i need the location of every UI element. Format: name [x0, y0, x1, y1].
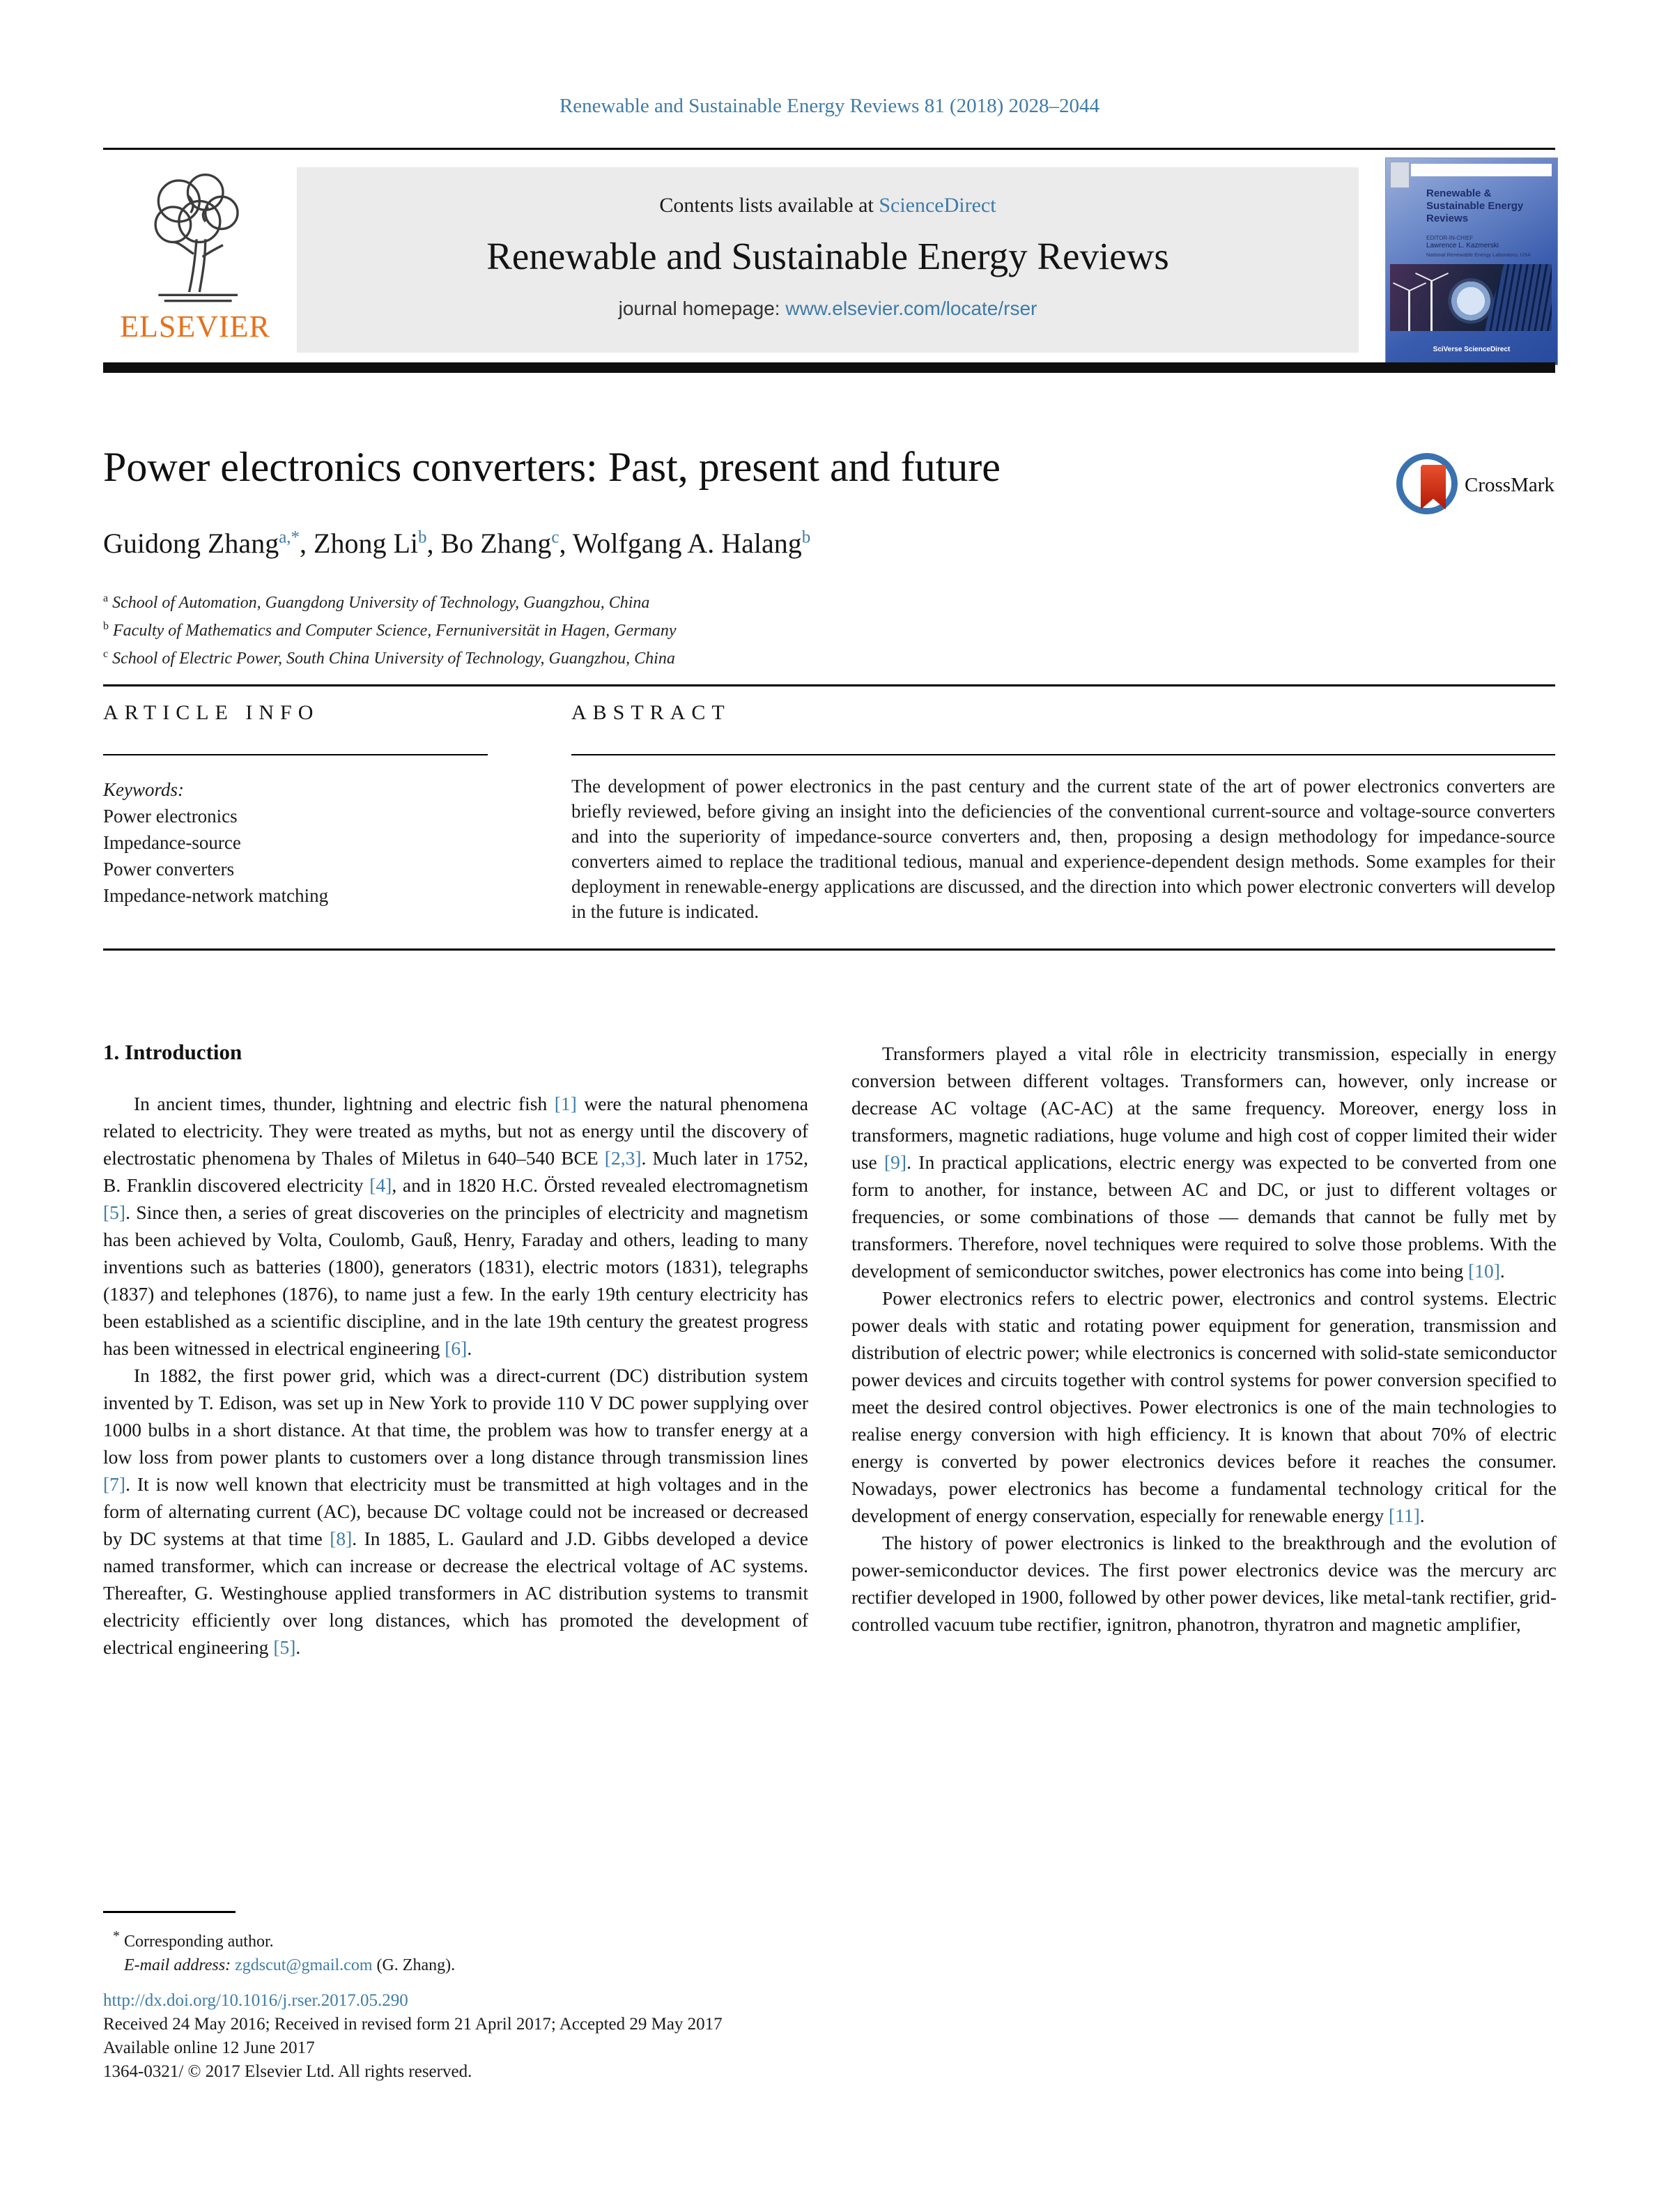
citation-ref[interactable]: [9] — [884, 1151, 907, 1173]
citation-ref[interactable]: [5] — [273, 1636, 296, 1658]
author: Bo Zhang$^c$, — [440, 528, 573, 559]
citation-ref[interactable]: [7] — [103, 1473, 126, 1495]
cover-sciverse-label: SciVerse ScienceDirect — [1433, 346, 1511, 353]
affiliation: $^b$ Faculty of Mathematics and Computer Science, Fernuniversität in Hagen, Germany — [103, 620, 677, 640]
paragraph: In ancient times, thunder, lightning and electric fish [1] were the natural phenomena related to electricity. They were treated as myths, but not as energy until the discovery of electrostatic phenomena by Thales of Miletus in 640–540 BCE [2,3]. Much later in 1752, B. Franklin discovered electricity [4], and in 1820 H.C. Örsted revealed electromagnetism [5]. Since then, a series of great discoveries on the principles of electricity and magnetism has been achieved by Volta, Coulomb, Gauß, Henry, Faraday and others, leading to many inventions such as batteries (1800), generators (1831), electric motors (1831), telegraphs (1837) and telephones (1876), to name just a few. In the early 19th century electricity has been established as a scientific discipline, and in the late 19th century the greatest progress has been witnessed in electrical engineering [6]. — [103, 1093, 808, 1359]
journal-title: Renewable and Sustainable Energy Reviews — [486, 235, 1169, 277]
citation-ref[interactable]: [8] — [330, 1528, 353, 1549]
top-divider — [103, 148, 1555, 150]
citation-ref[interactable]: [10] — [1468, 1260, 1500, 1282]
divider — [103, 948, 1555, 951]
keyword: Impedance-network matching — [103, 885, 329, 906]
citation-ref[interactable]: [2,3] — [604, 1147, 642, 1169]
abstract-text: The development of power electronics in the past century and the current state of the art of power electronics converters are briefly reviewed, before giving an insight into the deficiencies of the conventional current-source and voltage-source converters and into the superiority of impedance-source converters and, then, proposing a design methodology for impedance-source converters aimed to replace the traditional tedious, manual and experience-dependent design methods. Some examples for their deployment in renewable-energy applications are discussed, and the direction into which power electronic converters will develop in the future is indicated. — [571, 776, 1555, 922]
article-info-heading: ARTICLE INFO — [103, 701, 320, 724]
elsevier-logo[interactable] — [103, 166, 287, 353]
section-heading-introduction: 1. Introduction — [103, 1040, 242, 1064]
author: Wolfgang A. Halang$^b$ — [572, 528, 811, 559]
keywords-block — [103, 776, 328, 909]
cover-editor-name: Lawrence L. Kazmerski — [1426, 242, 1499, 249]
email-link[interactable]: zgdscut@gmail.com — [235, 1956, 373, 1974]
cover-editor-affiliation: National Renewable Energy Laboratory, USA — [1426, 252, 1531, 258]
citation-ref[interactable]: [5] — [103, 1201, 126, 1223]
keyword: Impedance-source — [103, 832, 241, 853]
email-line: E-mail address: zgdscut@gmail.com (G. Zhang). — [124, 1956, 456, 1974]
issn-copyright: 1364-0321/ © 2017 Elsevier Ltd. All rights reserved. — [103, 2062, 472, 2081]
article-title: Power electronics converters: Past, present and future — [103, 444, 1001, 490]
solar-panels-graphic — [1484, 264, 1552, 331]
sciencedirect-link[interactable]: ScienceDirect — [879, 194, 996, 217]
contents-line — [297, 194, 1359, 217]
paragraph: Power electronics refers to electric power, electronics and control systems. Electric power deals with static and rotating power equipment for generation, transmission and distribution of electric power; while electronics is concerned with solid-state semiconductor power devices and circuits together with control systems for power conversion specified to meet the desired control objectives. Power electronics is one of the main technologies to realise energy conversion with high efficiency. It is known that about 70% of electric energy is converted by power electronics devices before it reaches the consumer. Nowadays, power electronics has become a fundamental technology critical for the development of energy conservation, especially for renewable energy [11]. — [851, 1287, 1557, 1526]
affiliation: $^c$ School of Electric Power, South China University of Technology, Guangzhou, China — [103, 648, 675, 668]
author-line — [103, 527, 810, 560]
keyword: Power electronics — [103, 806, 238, 827]
right-column — [851, 1040, 1557, 1638]
left-column — [103, 1040, 808, 1661]
citation-ref[interactable]: [11] — [1388, 1505, 1420, 1526]
wind-turbine-graphic — [1430, 281, 1433, 331]
crossmark-icon — [1396, 453, 1458, 514]
crossmark-label: CrossMark — [1465, 474, 1554, 496]
paragraph: The history of power electronics is linked to the breakthrough and the evolution of power-semiconductor devices. The first power electronics device was the mercury arc rectifier developed in 1900, followed by other power devices, like metal-tank rectifier, grid-controlled vacuum tube rectifier, ignitron, phanotron, thyratron and magnetic amplifier, — [851, 1532, 1557, 1635]
journal-cover-thumbnail[interactable] — [1385, 158, 1558, 365]
elsevier-tree-icon — [129, 166, 261, 305]
divider — [571, 754, 1555, 755]
keyword: Power converters — [103, 859, 235, 880]
footnote-rule — [103, 1911, 236, 1913]
doi-link[interactable]: http://dx.doi.org/10.1016/j.rser.2017.05.290 — [103, 1991, 408, 2010]
citation-ref[interactable]: [4] — [369, 1174, 392, 1196]
author: Zhong Li$^b$, — [314, 528, 441, 559]
available-online: Available online 12 June 2017 — [103, 2038, 315, 2057]
crossmark-ribbon-icon — [1421, 465, 1446, 509]
wind-turbine-graphic — [1408, 291, 1410, 331]
crossmark-badge[interactable] — [1396, 453, 1557, 517]
journal-homepage-link[interactable]: www.elsevier.com/locate/rser — [785, 298, 1037, 319]
cover-elsevier-mark-icon — [1390, 162, 1410, 188]
affiliation: $^a$ School of Automation, Guangdong University of Technology, Guangzhou, China — [103, 592, 650, 612]
affiliations — [103, 587, 677, 670]
citation-ref[interactable]: [6] — [445, 1337, 468, 1359]
cover-photo — [1390, 264, 1552, 331]
keywords-label: Keywords: — [103, 779, 184, 800]
received-dates: Received 24 May 2016; Received in revised form 21 April 2017; Accepted 29 May 2017 — [103, 2015, 723, 2034]
homepage-line — [297, 298, 1359, 320]
cover-editor-label: EDITOR-IN-CHIEF — [1426, 235, 1474, 241]
citation-ref[interactable]: [1] — [554, 1093, 577, 1114]
contents-prefix: Contents lists available at — [659, 194, 879, 217]
masthead-black-bar — [103, 362, 1555, 373]
corresponding-author-line: * Corresponding author. — [113, 1928, 274, 1951]
journal-banner — [297, 167, 1359, 353]
article-footer — [103, 1989, 723, 2084]
abstract-heading: ABSTRACT — [571, 701, 731, 724]
elsevier-wordmark: ELSEVIER — [120, 309, 270, 344]
running-head-citation[interactable]: Renewable and Sustainable Energy Reviews 81 (2018) 2028–2044 — [559, 95, 1100, 117]
cover-journal-title: Renewable & Sustainable Energy Reviews — [1426, 187, 1524, 224]
paragraph: In 1882, the first power grid, which was a direct-current (DC) distribution system invented by T. Edison, was set up in New York to provide 110 V DC power supplying over 1000 bulbs in a short distance. At that time, the problem was how to transfer energy at a low loss from power plants to customers over a long distance through transmission lines [7]. It is now well known that electricity must be transmitted at high voltages and in the form of alternating current (AC), because DC voltage could not be increased or decreased by DC systems at that time [8]. In 1885, L. Gaulard and J.D. Gibbs developed a device named transformer, which can increase or decrease the electrical voltage of AC systems. Thereafter, G. Westinghouse applied transformers in AC distribution systems to transmit electricity efficiently over long distances, which has promoted the development of electrical engineering [5]. — [103, 1365, 808, 1658]
paragraph: Transformers played a vital rôle in electricity transmission, especially in energy conversion between different voltages. Transformers can, however, only increase or decrease AC voltage (AC-AC) at the same frequency. Moreover, energy loss in transformers, magnetic radiations, huge volume and high cost of copper limited their wider use [9]. In practical applications, electric energy was expected to be converted from one form to another, for instance, between AC and DC, or just to different voltages or frequencies, or some combinations of those — demands that cannot be fully met by transformers. Therefore, novel techniques were required to solve those problems. With the development of semiconductor switches, power electronics has come into being [10]. — [851, 1043, 1557, 1282]
author: Guidong Zhang$^{a,*}$, — [103, 528, 314, 559]
homepage-prefix: journal homepage: — [618, 298, 786, 319]
divider — [103, 754, 488, 755]
corresponding-author-footnote — [103, 1911, 808, 1977]
divider — [103, 684, 1555, 686]
cover-topbar — [1411, 164, 1552, 176]
